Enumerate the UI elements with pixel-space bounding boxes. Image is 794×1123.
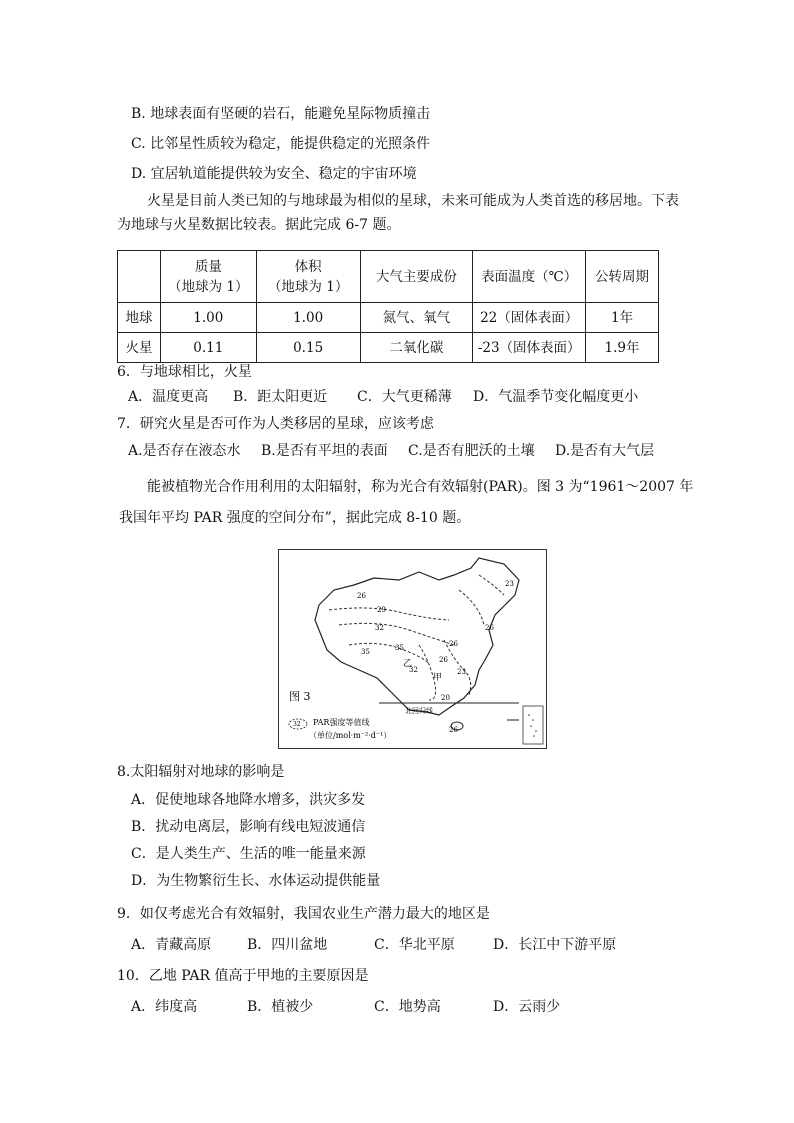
q8-option-c: C．是人类生产、生活的唯一能量来源	[131, 846, 366, 862]
cell-orbit: 1年	[586, 303, 659, 333]
mars-intro-line2: 为地球与火星数据比较表。据此完成 6-7 题。	[117, 217, 401, 233]
cell-orbit: 1.9年	[586, 333, 659, 363]
contour-label: 23	[457, 668, 466, 676]
q8-option-d: D．为生物繁衍生长、水体运动提供能量	[131, 873, 381, 889]
q8-stem: 8.太阳辐射对地球的影响是	[117, 764, 285, 780]
contour-label: 26	[439, 656, 448, 664]
figure-label: 图 3	[289, 690, 311, 703]
cell-temperature: -23（固体表面）	[473, 333, 586, 363]
q6-option-c: C．大气更稀薄	[357, 389, 452, 405]
contour-label: 29	[377, 606, 386, 614]
contour-label: 26	[449, 726, 458, 734]
q10-option-a: A．纬度高	[131, 999, 198, 1015]
q9-option-b: B．四川盆地	[247, 937, 328, 953]
contour-label: 23	[505, 580, 514, 588]
q7-option-d: D.是否有大气层	[555, 443, 655, 459]
q9-option-c: C．华北平原	[374, 937, 455, 953]
place-label-jia: 甲	[433, 673, 443, 683]
contour-label: 35	[395, 644, 404, 652]
legend-sample-value: 32	[293, 721, 301, 728]
header-empty	[118, 251, 161, 303]
q7-option-a: A.是否存在液态水	[128, 443, 241, 459]
cell-mass: 0.11	[160, 333, 256, 363]
option-b: B. 地球表面有坚硬的岩石，能避免星际物质撞击	[131, 106, 431, 122]
header-orbit: 公转周期	[586, 251, 659, 303]
q8-option-b: B．扰动电离层，影响有线电短波通信	[131, 819, 366, 835]
q7-option-b: B.是否有平坦的表面	[261, 443, 388, 459]
contour-line	[479, 575, 504, 595]
table-row	[118, 303, 659, 333]
legend-unit: （单位/mol·m⁻²·d⁻¹）	[309, 731, 392, 740]
row-name: 火星	[118, 333, 161, 363]
q10-option-b: B．植被少	[247, 999, 314, 1015]
q6-option-b: B．距太阳更近	[233, 389, 328, 405]
mars-intro-line1: 火星是目前人类已知的与地球最为相似的星球，未来可能成为人类首选的移居地。下表	[147, 193, 679, 209]
q9-stem: 9．如仅考虑光合有效辐射，我国农业生产潜力最大的地区是	[117, 906, 490, 922]
q10-option-d: D．云雨少	[493, 999, 561, 1015]
option-c: C. 比邻星性质较为稳定，能提供稳定的光照条件	[131, 136, 431, 152]
contour-line	[339, 623, 454, 645]
q7-option-c: C.是否有肥沃的土壤	[408, 443, 535, 459]
cell-atmosphere: 二氧化碳	[360, 333, 473, 363]
cell-temperature: 22（固体表面）	[473, 303, 586, 333]
cell-mass: 1.00	[160, 303, 256, 333]
header-atmosphere: 大气主要成份	[360, 251, 473, 303]
contour-label: 26	[485, 624, 494, 632]
q10-stem: 10．乙地 PAR 值高于甲地的主要原因是	[117, 968, 369, 984]
contour-line	[329, 608, 449, 620]
row-name: 地球	[118, 303, 161, 333]
south-china-sea-inset	[523, 706, 543, 744]
earth-mars-table	[117, 250, 659, 363]
par-intro-line1: 能被植物光合作用利用的太阳辐射，称为光合有效辐射(PAR)。图 3 为“1961～2007 年	[147, 479, 694, 495]
cell-volume: 1.00	[256, 303, 360, 333]
contour-label: 26	[449, 640, 458, 648]
header-mass: 质量 （地球为 1）	[160, 251, 256, 303]
legend-title: PAR强度等值线	[313, 718, 370, 727]
contour-label: 26	[357, 592, 366, 600]
contour-label: 32	[409, 666, 418, 674]
contour-label: 32	[375, 624, 384, 632]
header-temperature: 表面温度（℃）	[473, 251, 586, 303]
place-label-yi: 乙	[403, 659, 413, 669]
header-volume: 体积 （地球为 1）	[256, 251, 360, 303]
q6-stem: 6．与地球相比，火星	[117, 364, 252, 380]
inset-islands-icon	[528, 714, 537, 737]
tropic-label: 北回归线	[405, 707, 433, 715]
q10-option-c: C．地势高	[374, 999, 441, 1015]
option-d: D. 宜居轨道能提供较为安全、稳定的宇宙环境	[131, 166, 417, 182]
q8-option-a: A．促使地球各地降水增多，洪灾多发	[131, 792, 366, 808]
q6-option-d: D．气温季节变化幅度更小	[473, 389, 639, 405]
q9-option-a: A．青藏高原	[131, 937, 212, 953]
par-map-figure	[278, 549, 547, 749]
contour-label: 20	[441, 694, 450, 702]
q9-option-d: D．长江中下游平原	[493, 937, 617, 953]
cell-atmosphere: 氮气、氧气	[360, 303, 473, 333]
par-intro-line2: 我国年平均 PAR 强度的空间分布”，据此完成 8-10 题。	[119, 510, 471, 526]
table-row	[118, 333, 659, 363]
cell-volume: 0.15	[256, 333, 360, 363]
contour-label: 35	[361, 648, 370, 656]
contour-line	[459, 590, 484, 625]
q6-option-a: A．温度更高	[128, 389, 209, 405]
q7-stem: 7．研究火星是否可作为人类移居的星球，应该考虑	[117, 416, 434, 432]
